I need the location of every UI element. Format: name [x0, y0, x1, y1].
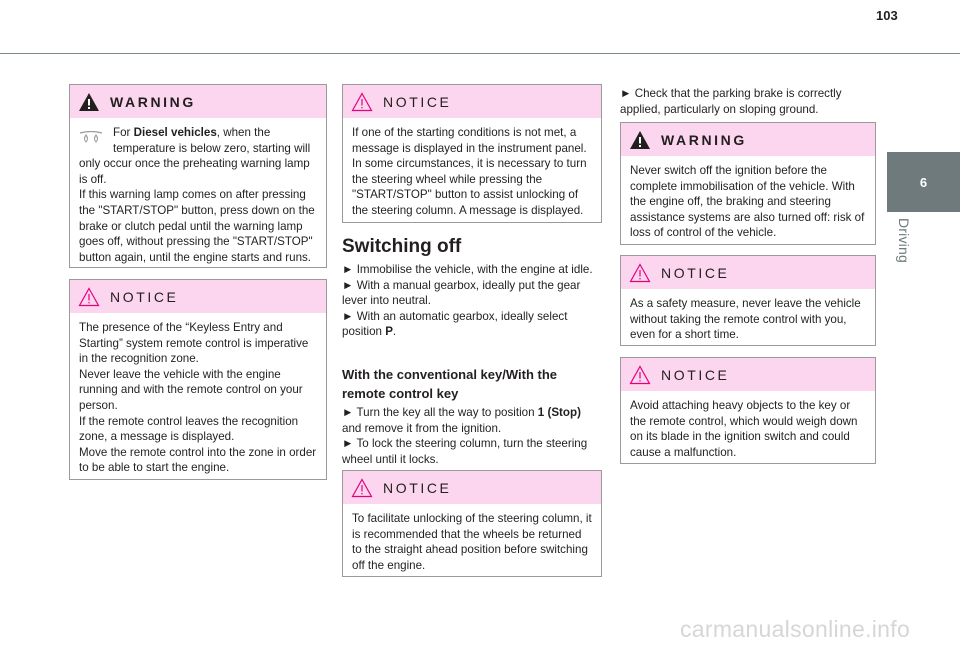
- warning-box-header: [70, 85, 326, 118]
- watermark: carmanualsonline.info: [680, 616, 911, 642]
- notice-heading: NOTICE: [383, 479, 452, 496]
- warning-text: Never switch off the ignition before the complete immobilisation of the vehicle. With the engine off, the braking and steering assistance systems are also turned off: risk of loss of control of the vehicle.: [630, 164, 865, 240]
- bold-term: 1 (Stop): [537, 406, 581, 419]
- notice-box-header: [343, 85, 601, 118]
- top-rule: [0, 53, 960, 54]
- warning-box-header: [621, 123, 875, 156]
- chapter-tab[interactable]: [887, 152, 960, 212]
- notice-triangle-icon: [78, 287, 100, 307]
- page-number: 103: [876, 8, 898, 23]
- text-span: , when the temperature is below zero, starting will only occur once the preheating warning lamp is off.: [79, 126, 311, 186]
- notice-heading: NOTICE: [661, 264, 730, 281]
- step-lock-steering: ► To lock the steering column, turn the steering wheel until it locks.: [342, 437, 588, 466]
- warning-heading: WARNING: [661, 131, 747, 148]
- notice-box-starting-conditions: [342, 84, 602, 223]
- notice-box-header: [343, 471, 601, 504]
- notice-box-remote-control: [620, 255, 876, 346]
- notice-triangle-icon: [351, 478, 373, 498]
- notice-box-heavy-objects: [620, 357, 876, 464]
- chapter-title: Driving: [896, 218, 912, 263]
- preheating-lamp-icon: [79, 131, 103, 143]
- notice-box-header: [70, 280, 326, 313]
- warning-body: [70, 118, 326, 274]
- text-span: .: [392, 325, 397, 339]
- step-automatic-gearbox: [342, 309, 600, 340]
- text-span: For: [113, 126, 134, 139]
- warning-body: [621, 156, 875, 250]
- parking-brake-step: [620, 86, 876, 117]
- notice-paragraph-1: The presence of the “Keyless Entry and Starting” system remote control is imperative in the recognition zone.: [79, 321, 309, 366]
- step-immobilise: ► Immobilise the vehicle, with the engine at idle.: [342, 263, 593, 276]
- notice-heading: NOTICE: [110, 288, 179, 305]
- notice-text: If one of the starting conditions is not met, a message is displayed in the instrument panel. In some circumstances, it is necessary to turn the steering wheel while pressing the "START/STOP" button to assist unlocking of the steering column. A message is displayed.: [352, 126, 587, 217]
- notice-triangle-icon: [629, 365, 651, 385]
- section-title-switching-off: Switching off: [342, 236, 462, 257]
- notice-paragraph-3: If the remote control leaves the recognition zone, a message is displayed.: [79, 414, 299, 444]
- notice-box-keyless: [69, 279, 327, 480]
- subsection-title-key: With the conventional key/With the remote control key: [342, 367, 558, 401]
- warning-triangle-icon: [78, 92, 100, 112]
- warning-heading: WARNING: [110, 93, 196, 110]
- notice-box-header: [621, 358, 875, 391]
- bold-term: P: [385, 325, 393, 339]
- notice-paragraph-4: Move the remote control into the zone in order to be able to start the engine.: [79, 445, 317, 475]
- warning-paragraph-2: If this warning lamp comes on after pressing the "START/STOP" button, press down on the brake or clutch pedal until the warning lamp goes off, without pressing the "START/STOP" button again, until the engine starts and runs.: [79, 188, 315, 264]
- step-manual-gearbox: ► With a manual gearbox, ideally put the gear lever into neutral.: [342, 278, 581, 308]
- notice-triangle-icon: [351, 92, 373, 112]
- key-steps: [342, 405, 600, 467]
- notice-text: To facilitate unlocking of the steering column, it is recommended that the wheels be returned to the straight ahead position before switching off the engine.: [352, 512, 592, 572]
- switching-off-steps: [342, 262, 600, 340]
- chapter-number: 6: [919, 174, 928, 190]
- warning-box-diesel: [69, 84, 327, 268]
- notice-triangle-icon: [629, 263, 651, 283]
- step-turn-key: [342, 405, 600, 436]
- warning-paragraph-1: [79, 125, 317, 187]
- notice-body: [343, 118, 601, 228]
- notice-heading: NOTICE: [661, 366, 730, 383]
- notice-body: [621, 289, 875, 352]
- notice-body: [621, 391, 875, 469]
- text-span: and remove it from the ignition.: [342, 421, 502, 435]
- notice-heading: NOTICE: [383, 93, 452, 110]
- notice-body: [70, 313, 326, 485]
- notice-paragraph-2: Never leave the vehicle with the engine running and with the remote control on your person.: [79, 367, 303, 412]
- text-span: ► With an automatic gearbox, ideally select position: [342, 309, 568, 339]
- warning-triangle-icon: [629, 130, 651, 150]
- step-parking-brake: ► Check that the parking brake is correctly applied, particularly on sloping ground.: [620, 87, 842, 116]
- notice-text: Avoid attaching heavy objects to the key or the remote control, which would weigh down on its blade in the ignition switch and could cause a malfunction.: [630, 399, 858, 459]
- notice-text: As a safety measure, never leave the vehicle without taking the remote control with you, even for a short time.: [630, 297, 861, 342]
- text-span: ► Turn the key all the way to position: [342, 406, 538, 419]
- notice-box-wheels-straight: [342, 470, 602, 577]
- notice-body: [343, 504, 601, 582]
- notice-box-header: [621, 256, 875, 289]
- bold-term: Diesel vehicles: [133, 126, 217, 139]
- warning-box-ignition: [620, 122, 876, 245]
